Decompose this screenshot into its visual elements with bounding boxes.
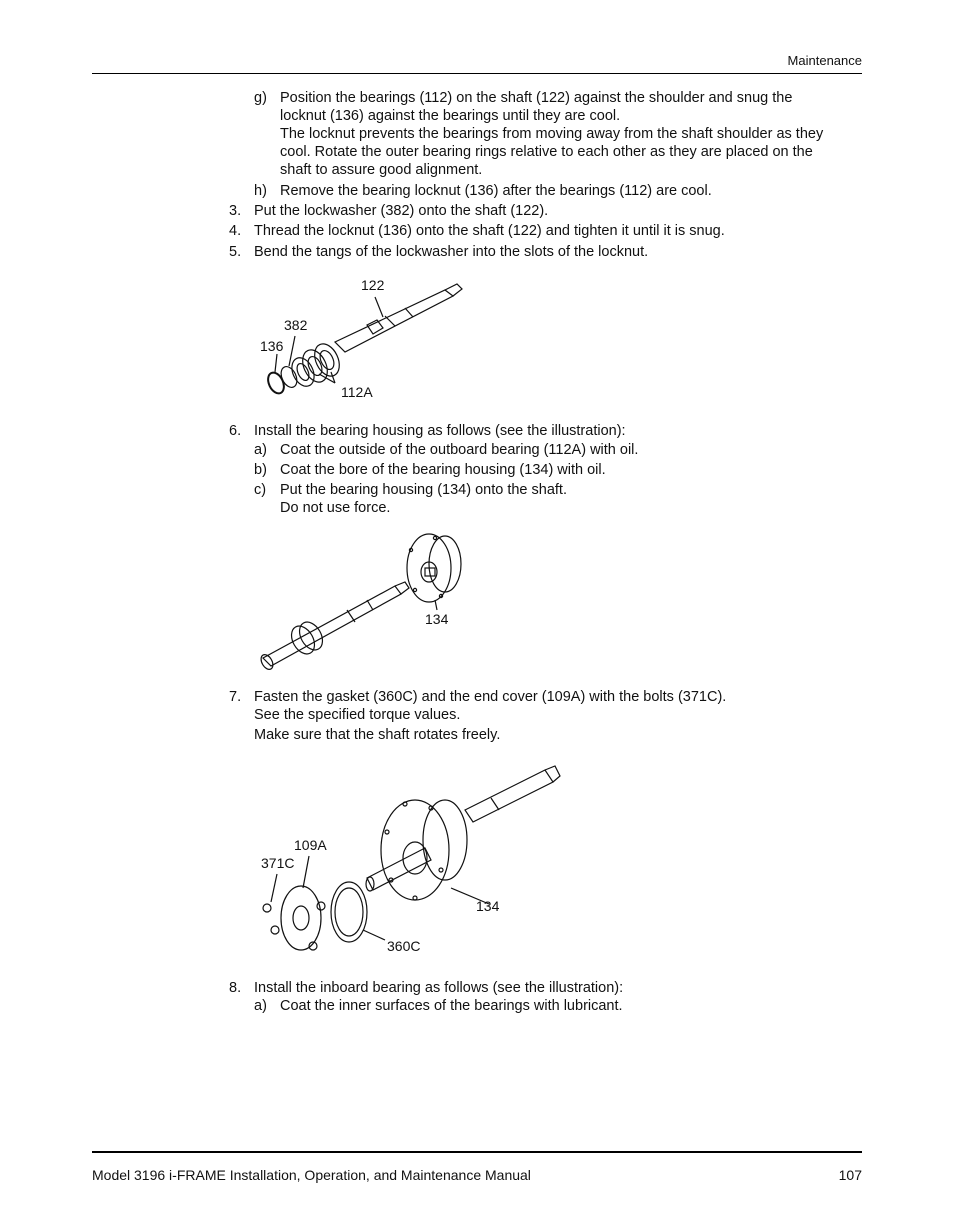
step-6a-text: Coat the outside of the outboard bearing (112A) with oil. [280, 442, 639, 458]
step-h-marker: h) [254, 183, 267, 199]
step-g-line-2: locknut (136) against the bearings until they are cool. [280, 108, 621, 124]
step-h-text: Remove the bearing locknut (136) after the bearings (112) are cool. [280, 183, 712, 199]
step-6a-marker: a) [254, 442, 267, 458]
fig2-label-housing: 134 [425, 611, 449, 627]
step-3-text: Put the lockwasher (382) onto the shaft (122). [254, 203, 549, 219]
step-4-text: Thread the locknut (136) onto the shaft (122) and tighten it until it is snug. [254, 223, 725, 239]
step-g-line-1: Position the bearings (112) on the shaft (122) against the shoulder and snug the [280, 90, 793, 106]
step-7-note-2: Make sure that the shaft rotates freely. [254, 727, 501, 743]
step-g-line-5: shaft to assure good alignment. [280, 162, 483, 178]
step-5-text: Bend the tangs of the lockwasher into the slots of the locknut. [254, 244, 649, 260]
fig1-label-bearing: 112A [341, 384, 373, 400]
section-header: Maintenance [787, 53, 862, 68]
fig3-label-housing: 134 [476, 898, 500, 914]
step-7-marker: 7. [229, 689, 242, 705]
fig1-label-lockwasher: 382 [284, 317, 308, 333]
step-7-text: Fasten the gasket (360C) and the end cover (109A) with the bolts (371C). [254, 689, 727, 705]
step-8-marker: 8. [229, 980, 242, 996]
step-7-note-1: See the specified torque values. [254, 707, 461, 723]
step-3-marker: 3. [229, 203, 242, 219]
figure-bearing-housing [255, 530, 470, 672]
footer-page-number: 107 [838, 1167, 862, 1183]
fig3-label-bolts: 371C [261, 855, 295, 871]
step-6b-marker: b) [254, 462, 267, 478]
fig3-label-gasket: 360C [387, 938, 421, 954]
step-8-text: Install the inboard bearing as follows (see the illustration): [254, 980, 624, 996]
step-8a-text: Coat the inner surfaces of the bearings with lubricant. [280, 998, 623, 1014]
figure-shaft-bearing-assembly [255, 270, 470, 405]
step-g-line-4: cool. Rotate the outer bearing rings relative to each other as they are placed on the [280, 144, 813, 160]
header-rule [92, 73, 862, 74]
step-g-line-3: The locknut prevents the bearings from moving away from the shaft shoulder as they [280, 126, 824, 142]
fig1-label-shaft: 122 [361, 277, 385, 293]
step-6-marker: 6. [229, 423, 242, 439]
fig3-label-endcover: 109A [294, 837, 327, 853]
figure-end-cover-assembly [255, 760, 565, 960]
fig1-label-locknut: 136 [260, 338, 284, 354]
step-6c-marker: c) [254, 482, 267, 498]
footer-manual-title: Model 3196 i-FRAME Installation, Operation, and Maintenance Manual [92, 1167, 531, 1183]
footer-rule [92, 1151, 862, 1153]
step-6c-text: Put the bearing housing (134) onto the shaft. [280, 482, 567, 498]
step-8a-marker: a) [254, 998, 267, 1014]
step-6-text: Install the bearing housing as follows (see the illustration): [254, 423, 626, 439]
step-g-marker: g) [254, 90, 267, 106]
step-5-marker: 5. [229, 244, 242, 260]
step-6b-text: Coat the bore of the bearing housing (134) with oil. [280, 462, 606, 478]
step-6c-note: Do not use force. [280, 500, 391, 516]
step-4-marker: 4. [229, 223, 242, 239]
